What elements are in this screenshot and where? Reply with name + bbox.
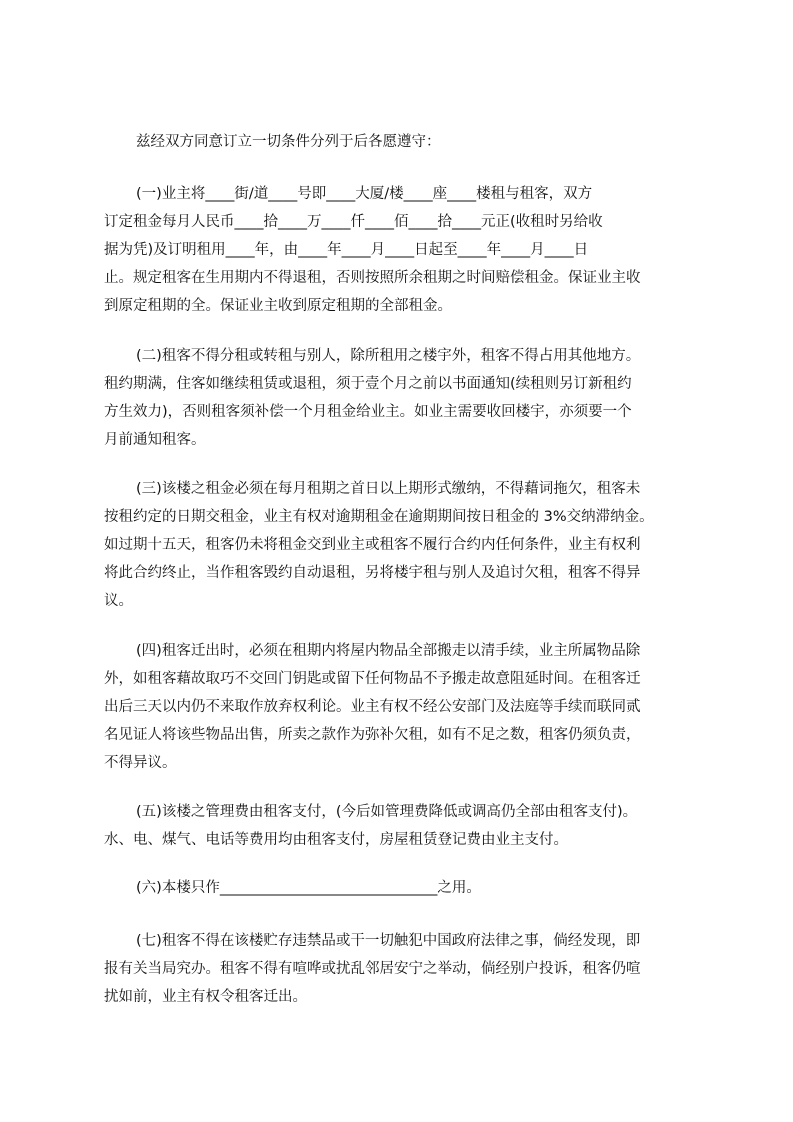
clause-line: 月前通知租客。 — [104, 432, 206, 448]
clause-line: (七)租客不得在该楼贮存违禁品或干一切触犯中国政府法律之事，倘经发现，即 — [136, 933, 641, 949]
clause-line: 报有关当局究办。租客不得有喧哗或扰乱邻居安宁之举动，倘经别户投诉，租客仍喧 — [104, 961, 641, 977]
clause-line: (一)业主将____街/道____号即____大厦/楼____座____楼租与租客，双方 — [136, 186, 593, 202]
document-page — [104, 127, 700, 1057]
clause-line: 方生效力)，否则租客须补偿一个月租金给业主。如业主需要收回楼宇，亦须要一个 — [104, 404, 632, 420]
clause-line: 据为凭)及订明租用____年，由____年____月____日起至____年____月____日 — [104, 242, 589, 258]
clause-line: 不得异议。 — [104, 755, 177, 771]
clause-line: 到原定租期的全。保证业主收到原定租期的全部租金。 — [104, 298, 452, 314]
clause-line: (四)租客迁出时，必须在租期内将屋内物品全部搬走以清手续，业主所属物品除 — [136, 643, 641, 659]
clause-line: 如过期十五天，租客仍未将租金交到业主或租客不履行合约内任何条件，业主有权利 — [104, 537, 641, 553]
intro-line: 兹经双方同意订立一切条件分列于后各愿遵守： — [136, 134, 441, 150]
clause-line: 出后三天以内仍不来取作放弃权利论。业主有权不经公安部门及法庭等手续而联同贰 — [104, 699, 641, 715]
clause-line: 将此合约终止，当作租客毁约自动退租，另将楼宇租与别人及追讨欠租，租客不得异 — [104, 565, 641, 581]
clause-line: (三)该楼之租金必须在每月租期之首日以上期形式缴纳，不得藉词拖欠，租客未 — [136, 481, 641, 497]
clause-line: 止。规定租客在生用期内不得退租，否则按照所余租期之时间赔偿租金。保证业主收 — [104, 270, 641, 286]
clause-line: (五)该楼之管理费由租客支付，(今后如管理费降低或调高仍全部由租客支付)。 — [136, 804, 638, 820]
clause-line: 名见证人将该些物品出售，所卖之款作为弥补欠租，如有不足之数，租客仍须负责， — [104, 727, 641, 743]
clause-line: 租约期满，住客如继续租赁或退租，须于壹个月之前以书面通知(续租则另订新租约 — [104, 376, 632, 392]
clause-line: 水、电、煤气、电话等费用均由租客支付，房屋租赁登记费由业主支付。 — [104, 832, 568, 848]
clause-line: (二)租客不得分租或转租与别人，除所租用之楼宇外，租客不得占用其他地方。 — [136, 348, 641, 364]
clause-line: 订定租金每月人民币____拾____万____仟____佰____拾____元正(收租时另给收 — [104, 214, 603, 230]
clause-line: 扰如前，业主有权令租客迁出。 — [104, 989, 307, 1005]
clause-line: (六)本楼只作______________________________之用。 — [136, 880, 481, 896]
clause-line: 议。 — [104, 593, 133, 609]
clause-line: 按租约定的日期交租金，业主有权对逾期租金在逾期期间按日租金的 3%交纳滞纳金。 — [104, 509, 654, 525]
clause-line: 外，如租客藉故取巧不交回门钥匙或留下任何物品不予搬走故意阻延时间。在租客迁 — [104, 671, 641, 687]
